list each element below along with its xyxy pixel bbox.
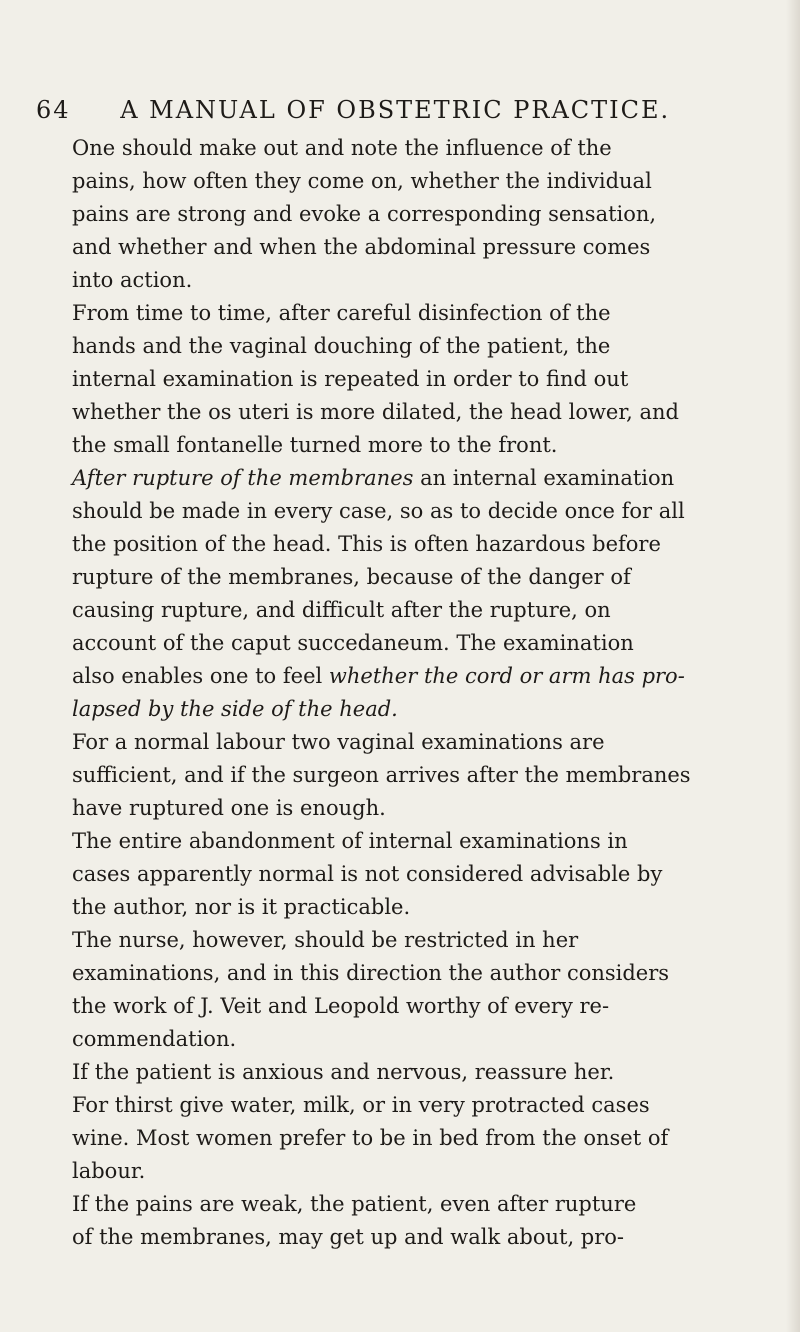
paragraph-nurse [72,924,776,1056]
text-line: internal examination is repeated in order to find out [72,367,629,391]
text-run: an internal examination [413,466,675,490]
text-line: account of the caput succedaneum. The examination [72,631,634,655]
text-line: commendation. [72,1027,237,1051]
text-line: lapsed by the side of the head. [72,697,398,721]
paragraph-influence-of-pains [72,132,776,297]
text-line: One should make out and note the influence of the [72,136,612,160]
text-line: The nurse, however, should be restricted in her [72,928,579,952]
text-line: If the pains are weak, the patient, even after rupture [72,1192,637,1216]
paragraph-internal-examination [72,297,776,462]
running-header [36,96,776,136]
text-line: rupture of the membranes, because of the danger of [72,565,631,589]
paragraph-weak-pains [72,1188,776,1254]
running-title: A MANUAL OF OBSTETRIC PRACTICE. [120,96,671,124]
text-line [72,660,776,693]
text-line: the work of J. Veit and Leopold worthy of every re- [72,994,610,1018]
text-line: If the patient is anxious and nervous, reassure her. [72,1060,615,1084]
text-line: the position of the head. This is often hazardous before [72,532,661,556]
text-line: into action. [72,268,193,292]
text-line: cases apparently normal is not considered advisable by [72,862,663,886]
text-line: causing rupture, and difficult after the rupture, on [72,598,611,622]
text-line [72,462,776,495]
paragraph-abandonment [72,825,776,924]
text-line: have ruptured one is enough. [72,796,386,820]
text-line: the author, nor is it practicable. [72,895,411,919]
body-text [72,132,776,1254]
text-line: examinations, and in this direction the author considers [72,961,670,985]
text-line: For thirst give water, milk, or in very protracted cases [72,1093,650,1117]
text-line: labour. [72,1159,146,1183]
text-line: hands and the vaginal douching of the patient, the [72,334,611,358]
paragraph-anxious-patient [72,1056,776,1188]
page-number: 64 [36,96,71,124]
paragraph-after-rupture [72,462,776,726]
paragraph-normal-labour [72,726,776,825]
text-line: pains, how often they come on, whether the individual [72,169,652,193]
text-line: whether the os uteri is more dilated, the head lower, and [72,400,679,424]
italic-phrase: whether the cord or arm has pro- [328,664,685,688]
text-line: wine. Most women prefer to be in bed from the onset of [72,1126,669,1150]
italic-phrase: After rupture of the membranes [72,466,414,490]
page-edge-shadow [786,0,800,1332]
text-line: sufficient, and if the surgeon arrives after the membranes [72,763,691,787]
text-line: and whether and when the abdominal pressure comes [72,235,651,259]
text-line: of the membranes, may get up and walk about, pro- [72,1225,625,1249]
text-line: should be made in every case, so as to decide once for all [72,499,685,523]
text-run: also enables one to feel [72,664,329,688]
text-line: From time to time, after careful disinfection of the [72,301,611,325]
text-line: The entire abandonment of internal examinations in [72,829,628,853]
text-line: For a normal labour two vaginal examinations are [72,730,605,754]
text-line: the small fontanelle turned more to the front. [72,433,558,457]
text-line: pains are strong and evoke a corresponding sensation, [72,202,657,226]
